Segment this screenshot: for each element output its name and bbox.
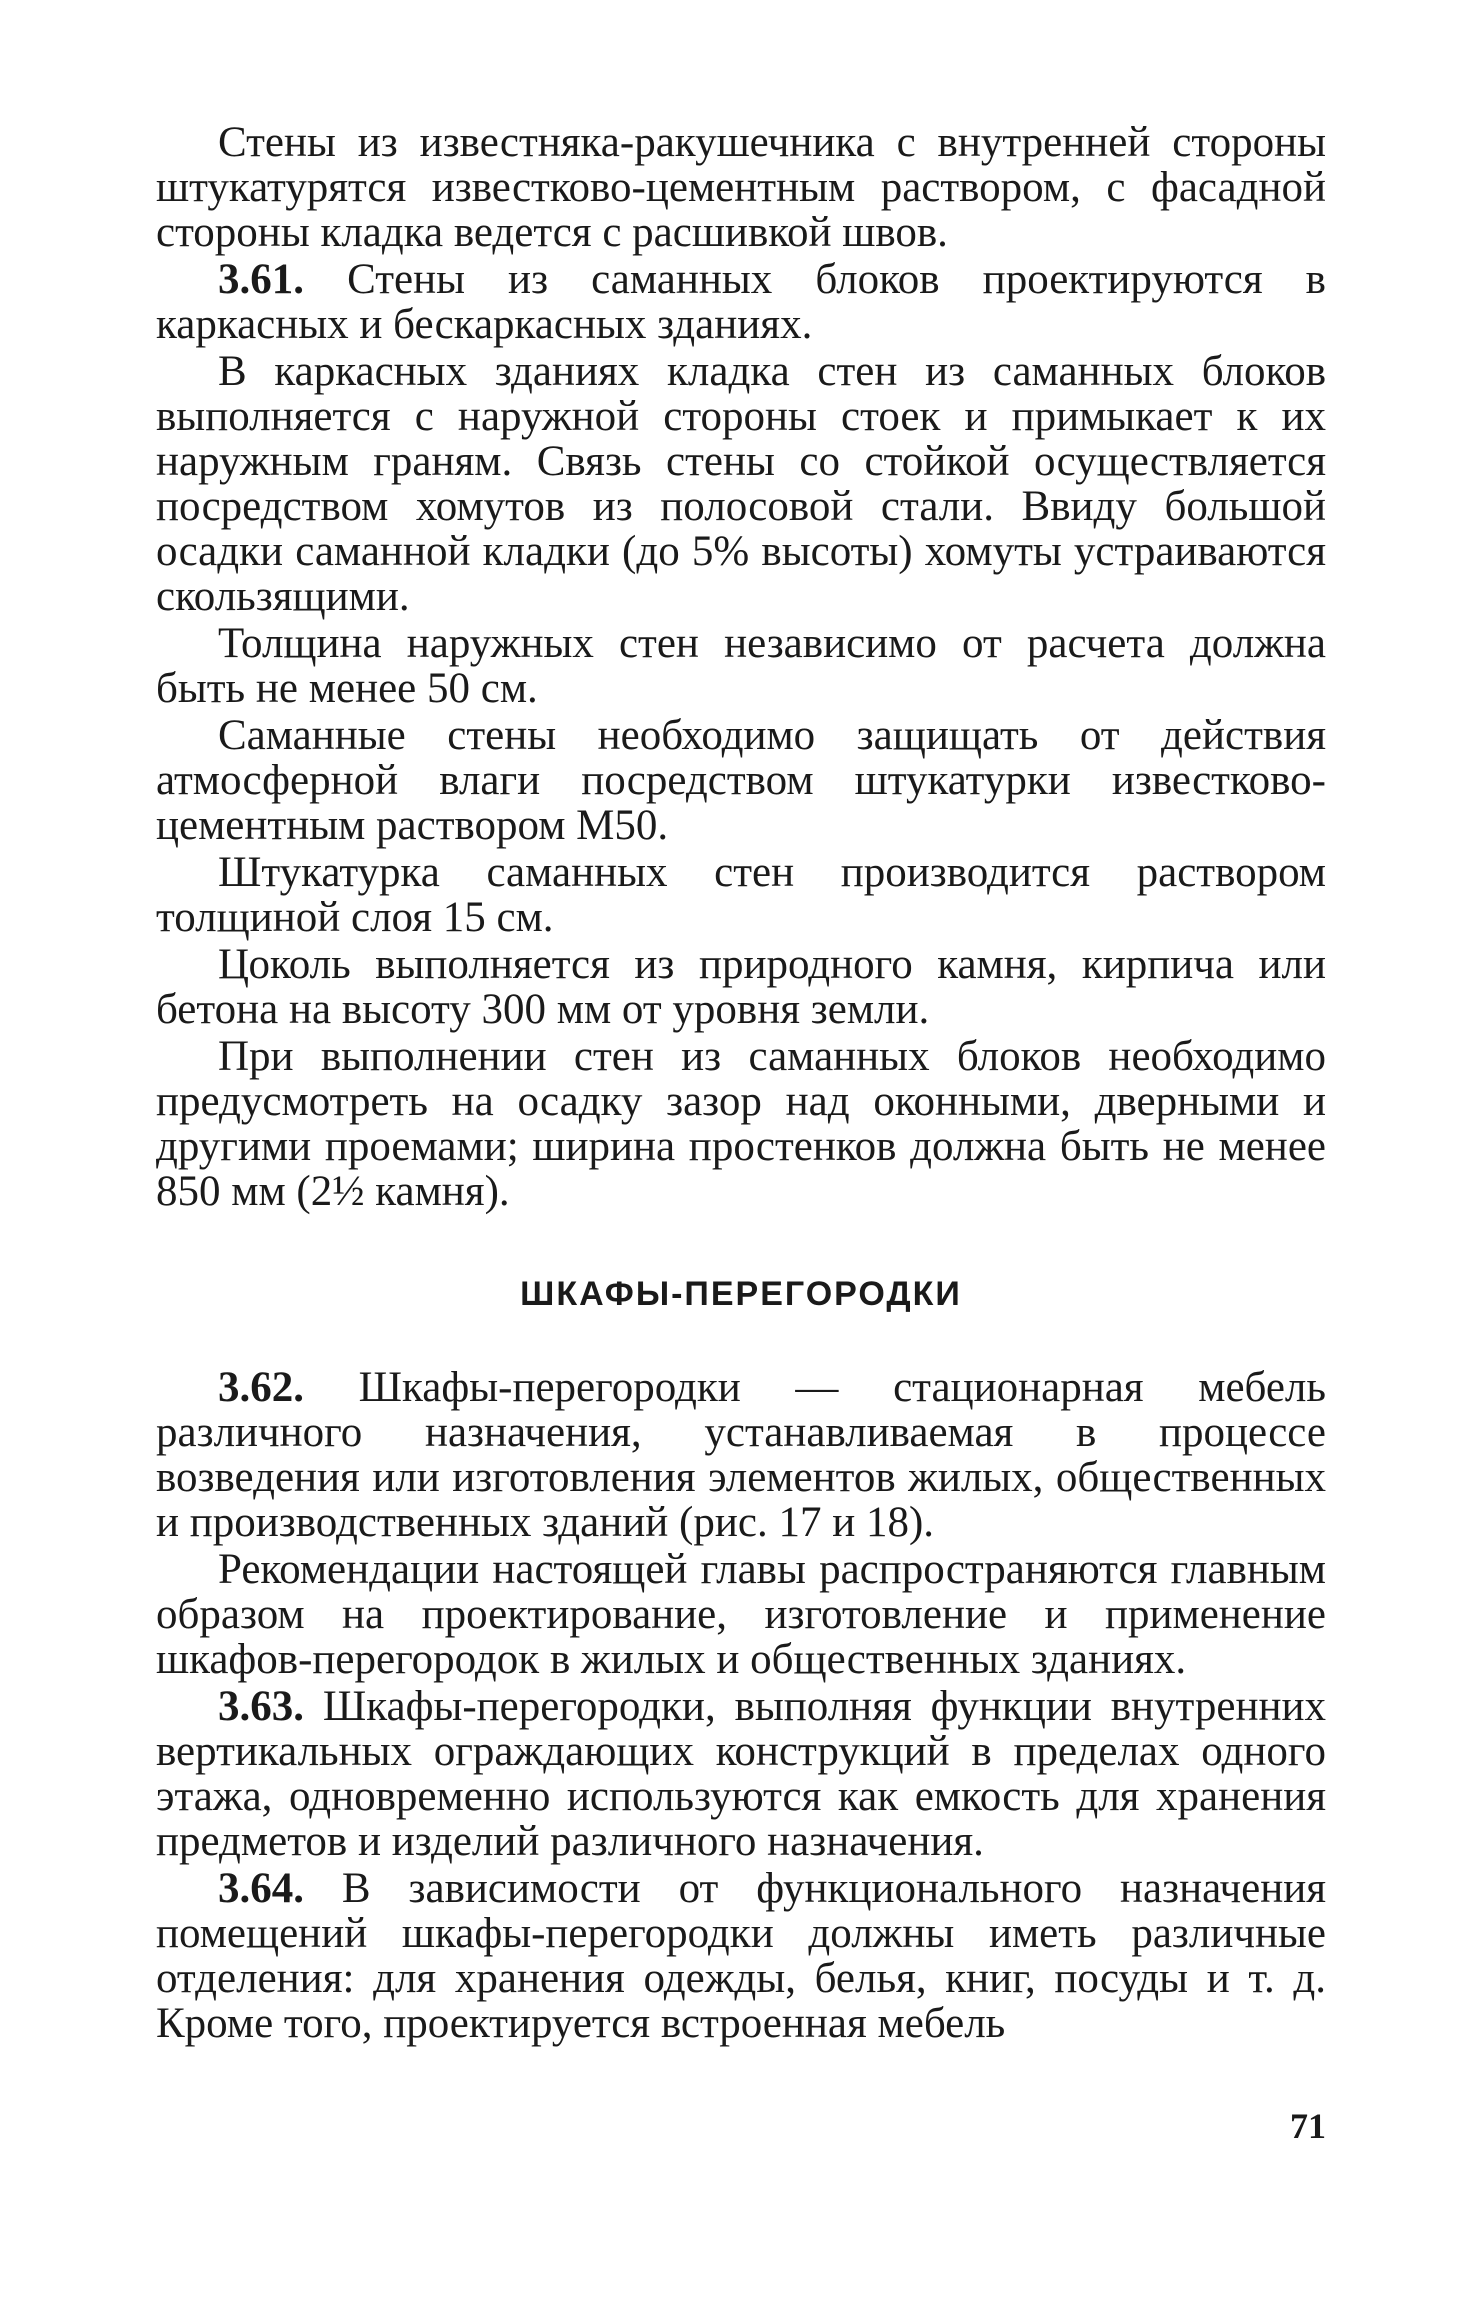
paragraph [156, 1866, 1326, 2046]
paragraph [156, 1684, 1326, 1864]
page-number: 71 [1290, 2106, 1326, 2146]
paragraph-text: При выполнении стен из саманных блоков необходимо предусмотреть на осадку зазор над оконными, дверными и другими проемами; ширина простенков должна быть не менее 850 мм (2½ камня). [156, 1033, 1326, 1215]
paragraph-text: В каркасных зданиях кладка стен из саманных блоков выполняется с наружной стороны стоек и примыкает к их наружным граням. Связь стены со стойкой осуществляется посредством хомутов из полосовой стали. Ввиду большой осадки саманной кладки (до 5% высоты) хомуты устраиваются скользящими. [156, 348, 1326, 620]
paragraph [156, 120, 1326, 255]
paragraph [156, 257, 1326, 347]
section-heading: ШКАФЫ-ПЕРЕГОРОДКИ [520, 1275, 962, 1313]
paragraph [156, 850, 1326, 940]
clause-number: 3.62. [218, 1364, 304, 1411]
paragraph-text: Саманные стены необходимо защищать от действия атмосферной влаги посредством штукатурки известково-цементным раствором М50. [156, 712, 1326, 849]
clause-number: 3.61. [218, 256, 304, 303]
paragraph-text: Цоколь выполняется из природного камня, кирпича или бетона на высоту 300 мм от уровня земли. [156, 941, 1326, 1033]
page-body [156, 120, 1326, 2048]
paragraph [156, 1365, 1326, 1545]
paragraph [156, 713, 1326, 848]
clause-number: 3.63. [218, 1683, 304, 1730]
paragraph-text: Стены из известняка-ракушечника с внутренней стороны штукатурятся известково-цементным раствором, с фасадной стороны кладка ведется с расшивкой швов. [156, 119, 1326, 256]
clause-number: 3.64. [218, 1865, 304, 1912]
paragraph [156, 349, 1326, 619]
paragraph [156, 621, 1326, 711]
paragraph-text: Штукатурка саманных стен производится раствором толщиной слоя 15 см. [156, 849, 1326, 941]
paragraph [156, 1547, 1326, 1682]
paragraph-text: В зависимости от функционального назначения помещений шкафы-перегородки должны иметь различные отделения: для хранения одежды, белья, книг, посуды и т. д. Кроме того, проектируется встроенная мебель [156, 1865, 1326, 2047]
paragraph-text: Толщина наружных стен независимо от расчета должна быть не менее 50 см. [156, 620, 1326, 712]
paragraph [156, 942, 1326, 1032]
paragraph-text: Шкафы-перегородки — стационарная мебель различного назначения, устанавливаемая в процессе возведения или изготовления элементов жилых, общественных и производственных зданий (рис. 17 и 18). [156, 1364, 1326, 1546]
paragraph-text: Рекомендации настоящей главы распространяются главным образом на проектирование, изготовление и применение шкафов-перегородок в жилых и общественных зданиях. [156, 1546, 1326, 1683]
paragraph-text: Шкафы-перегородки, выполняя функции внутренних вертикальных ограждающих конструкций в пределах одного этажа, одновременно используются как емкость для хранения предметов и изделий различного назначения. [156, 1683, 1326, 1865]
paragraph-text: Стены из саманных блоков проектируются в каркасных и бескаркасных зданиях. [156, 256, 1326, 348]
section-walls [156, 120, 1326, 1214]
section-partitions [156, 1365, 1326, 2046]
paragraph [156, 1034, 1326, 1214]
